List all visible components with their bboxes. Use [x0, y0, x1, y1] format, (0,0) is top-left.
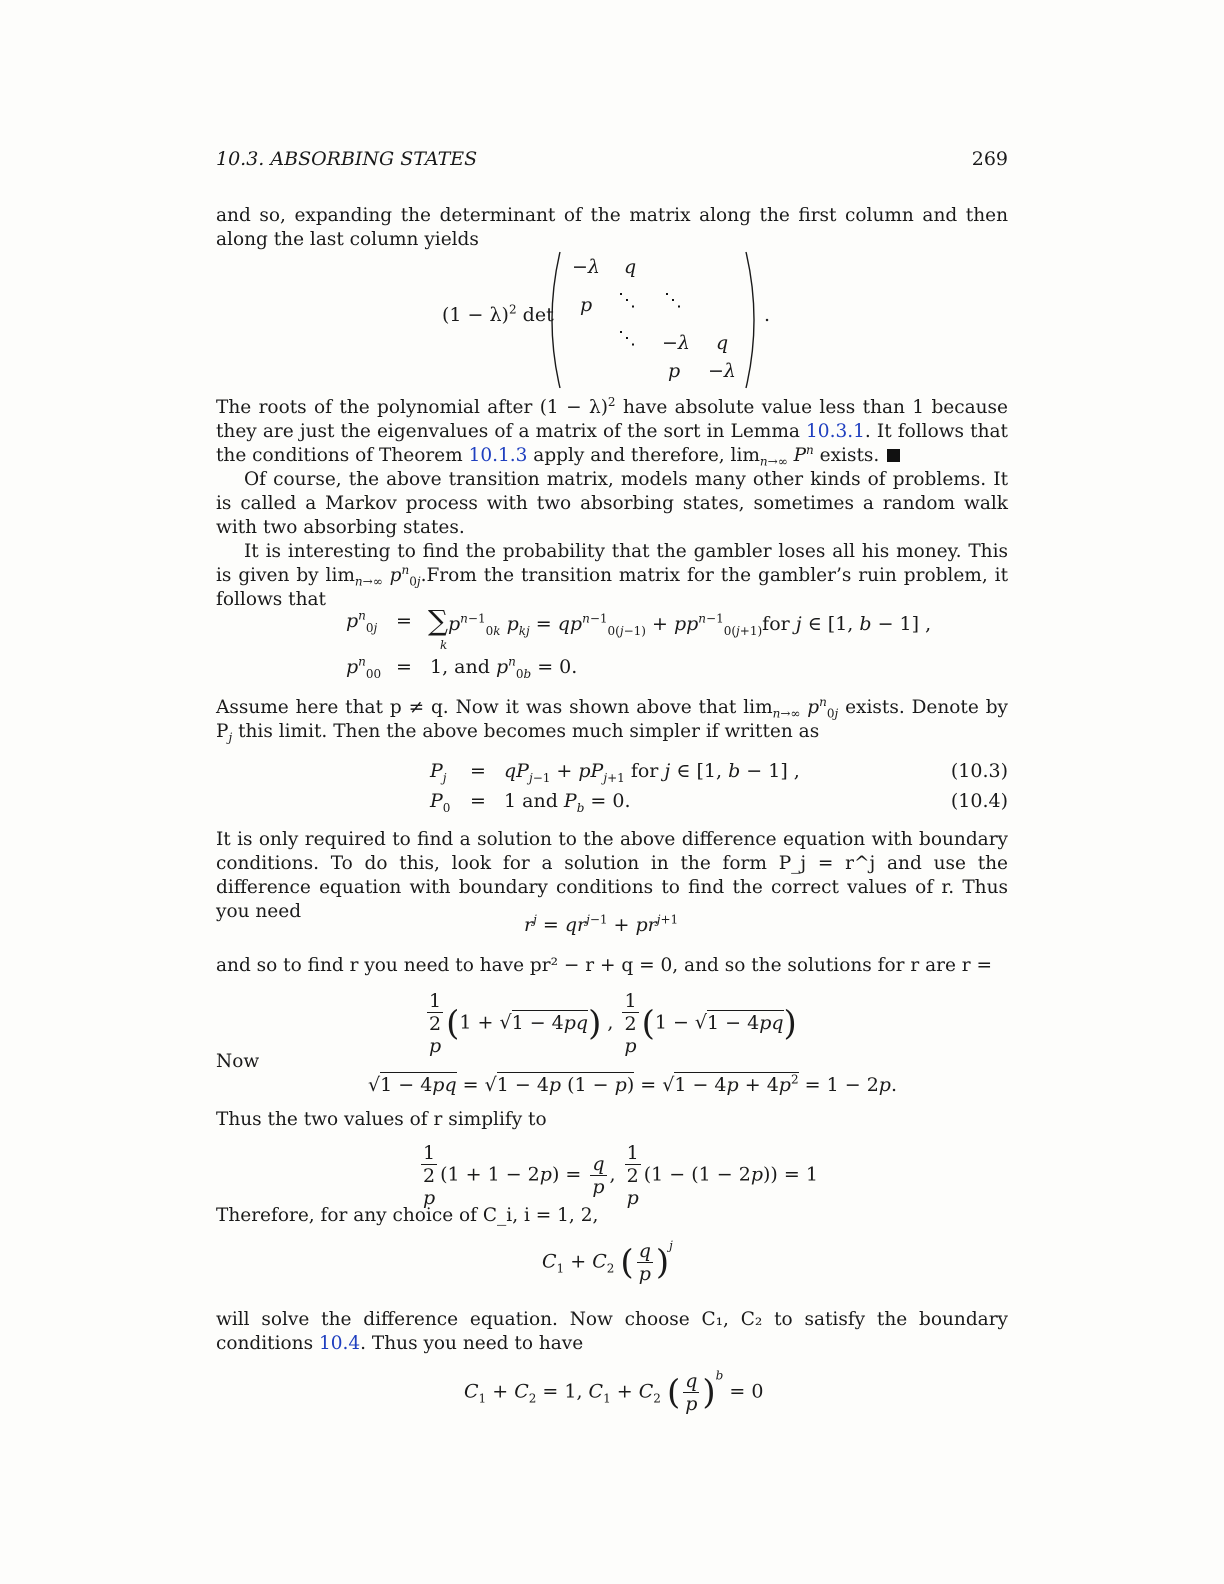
det-prefix: $(1 - \lambda)^2$ det	[442, 302, 554, 326]
matrix-period: .	[764, 304, 771, 326]
running-header	[216, 148, 1008, 170]
sum-index: k	[440, 638, 448, 652]
paragraph-roots: The roots of the polynomial after $(1 - \lambda)^2$ have absolute value less than 1 because they are just the eigenvalues of a matrix of the sort in Lemma 10.3.1. It follows that the conditions of Theorem 10.1.3 apply and therefore, $\lim_{n\to\infty} P^n$ exists.	[216, 394, 1008, 469]
eq-boundary-system: $C_1 + C_2 = 1$, $C_1 + C_2$ ( $\frac{q}{p}$ )$^b$ = 0	[464, 1368, 764, 1415]
eq-Pj-rhs: $qP_{j-1} + pP_{j+1}$ for j ∈ [1, b − 1] ,	[504, 760, 800, 785]
matrix-m11: −λ	[572, 256, 600, 278]
page-number: 269	[971, 148, 1008, 170]
eq-P0-rhs: 1 and $P_b = 0$.	[504, 790, 631, 815]
eq-Pj-lhs: $P_j$	[430, 760, 447, 785]
eq-equals-2: =	[396, 656, 412, 678]
qed-icon	[887, 449, 900, 462]
paragraph-boundary: will solve the difference equation. Now choose C₁, C₂ to satisfy the boundary conditions 10.4. Thus you need to have	[216, 1309, 1008, 1354]
equation-number-10-3: (10.3)	[950, 760, 1008, 782]
equation-link-10-4[interactable]: 10.4	[318, 1333, 361, 1354]
matrix-m43: p	[668, 360, 681, 382]
eq-p0j-rhs: $\sum p^{n-1}_{0k}$ $p_{kj} = qp^{n-1}_{0(j-1)} + pp^{n-1}_{0(j+1)}for$ j ∈ [1, b − 1] ,	[428, 604, 932, 638]
matrix-m21: p	[580, 294, 593, 316]
eq-r-power: $r^j = qr^{j-1} + pr^{j+1}$	[524, 912, 679, 936]
matrix-m34: q	[716, 332, 729, 354]
eq-general-solution: $C_1 + C_2$ ( $\frac{q}{p}$ )$^j$	[542, 1238, 673, 1285]
paragraph-gambler: It is interesting to find the probability that the gambler loses all his money. This is given by $\lim_{n\to\infty}$ $p^n_{0j}.From$ the transition matrix for the gambler’s ruin problem, it follows that	[216, 541, 1008, 610]
section-title: 10.3. ABSORBING STATES	[216, 148, 478, 170]
eq-p0j-lhs: $p^n_{0j}$	[346, 608, 378, 635]
eq-equals-4: =	[470, 790, 486, 812]
eq-sqrt-simplify: √1 − 4pq = √1 − 4p $(1 - p) = √1 - 4p + 4p^2 = 1 - 2p$.	[368, 1072, 898, 1096]
eq-roots: 1 2 p (1 + √1 − 4pq) , 1 2 p (1 − √1 − 4pq)	[428, 990, 797, 1057]
eq-equals-3: =	[470, 760, 486, 782]
theorem-link[interactable]: 10.1.3	[468, 445, 528, 466]
matrix-m12: q	[624, 256, 637, 278]
paragraph-assume: Assume here that p ≠ q. Now it was shown above that $\lim_{n\to\infty} p^n_{0j}$ exists. Denote by $P_j$ this limit. Then the above becomes much simpler if written as	[216, 694, 1008, 745]
eq-p00-lhs: $p^n_{00}$	[346, 654, 382, 681]
matrix-dots-2: ⋱	[664, 290, 682, 311]
paragraph-simplify: Thus the two values of r simplify to	[216, 1109, 547, 1130]
paragraph-intro: and so, expanding the determinant of the matrix along the first column and then along the last column yields	[216, 205, 1008, 250]
matrix-m44: −λ	[708, 360, 736, 382]
lemma-link[interactable]: 10.3.1	[806, 421, 865, 442]
paragraph-markov: Of course, the above transition matrix, models many other kinds of problems. It is called a Markov process with two absorbing states, sometimes a random walk with two absorbing states.	[216, 469, 1008, 538]
paragraph-quadratic: and so to find r you need to have pr² − r + q = 0, and so the solutions for r are r =	[216, 955, 992, 976]
now-label: Now	[216, 1051, 260, 1072]
eq-P0-lhs: $P_0$	[430, 790, 451, 815]
eq-equals-1: =	[396, 610, 412, 632]
matrix-dots-1: ⋱	[618, 290, 636, 311]
matrix-dots-3: ⋱	[618, 328, 636, 349]
eq-simplified-roots: 1 2 p (1 + 1 − 2p) = $\frac{q}{p}$ , 1 2 p (1 − (1 − 2p)) = 1	[422, 1142, 818, 1209]
eq-p00-rhs: 1, and $p^n_{0b} = 0$.	[430, 654, 578, 681]
equation-number-10-4: (10.4)	[950, 790, 1008, 812]
paragraph-constants: Therefore, for any choice of C_i, i = 1, 2,	[216, 1205, 599, 1226]
matrix-m33: −λ	[662, 332, 690, 354]
paragraph-solution-form: It is only required to find a solution to the above difference equation with boundary conditions. To do this, look for a solution in the form P_j = r^j and use the difference equation with boundary conditions to find the correct values of r. Thus you need	[216, 829, 1008, 922]
